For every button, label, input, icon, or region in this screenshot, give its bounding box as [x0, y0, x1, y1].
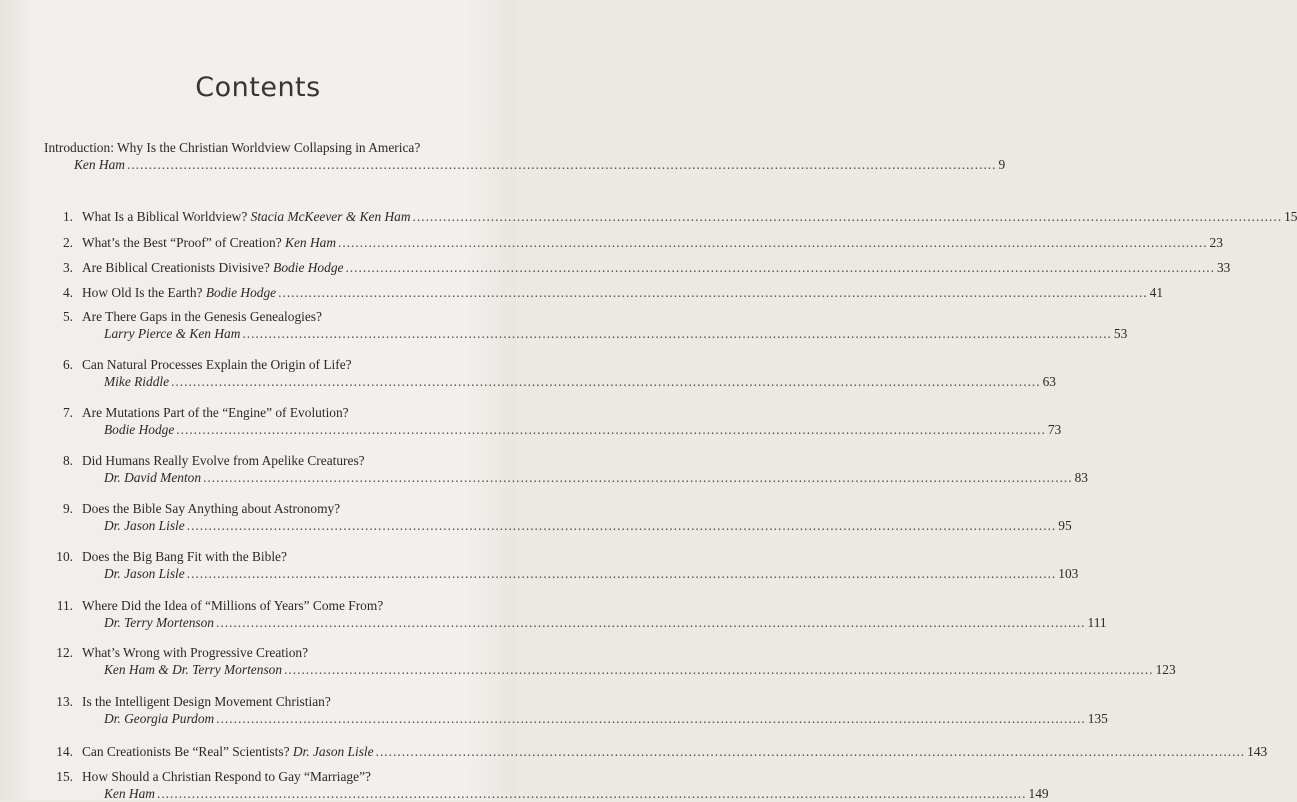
entry-number: 9. — [62, 501, 73, 516]
entry-leader-line — [82, 284, 1164, 301]
entry-title: How Should a Christian Respond to Gay “Marriage”? — [82, 769, 371, 784]
entry-author: Ken Ham — [285, 235, 337, 250]
entry-title: Introduction: Why Is the Christian Worldview Collapsing in America? — [44, 140, 421, 155]
dot-leader: ........................................................................................................................................................................................................ — [345, 260, 1215, 275]
entry-title: Can Natural Processes Explain the Origin of Life? — [82, 357, 352, 372]
entry-page-number: 149 — [1028, 786, 1049, 801]
entry-title: Does the Bible Say Anything about Astronomy? — [82, 501, 341, 516]
entry-leader-line — [82, 208, 1297, 225]
entry-leader-line — [104, 785, 1049, 802]
entry-author: Dr. Jason Lisle — [292, 744, 374, 759]
entry-page-number: 33 — [1216, 260, 1231, 275]
entry-heading — [82, 743, 374, 760]
dot-leader: ........................................................................................................................................................................................................ — [242, 326, 1112, 341]
entry-title: Are There Gaps in the Genesis Genealogies? — [82, 309, 322, 324]
entry-title: Are Biblical Creationists Divisive? — [82, 260, 270, 275]
entry-page-number: 41 — [1149, 285, 1164, 300]
entry-page-number: 123 — [1155, 662, 1176, 677]
entry-author: Dr. David Menton — [104, 470, 202, 485]
entry-number: 3. — [62, 260, 73, 275]
entry-leader-line — [82, 234, 1223, 251]
entry-author: Mike Riddle — [104, 374, 170, 389]
entry-leader-line — [104, 614, 1107, 631]
dot-leader: ........................................................................................................................................................................................................ — [126, 157, 997, 172]
entry-author: Larry Pierce & Ken Ham — [104, 326, 241, 341]
entry-number: 13. — [56, 694, 73, 709]
entry-leader-line — [104, 710, 1108, 727]
entry-number: 2. — [62, 235, 73, 250]
entry-author: Bodie Hodge — [273, 260, 344, 275]
entry-heading — [82, 259, 343, 276]
entry-author: Ken Ham & Dr. Terry Mortenson — [104, 662, 283, 677]
entry-title: Can Creationists Be “Real” Scientists? — [82, 744, 290, 759]
entry-title: Did Humans Really Evolve from Apelike Creatures? — [82, 453, 365, 468]
entry-leader-line — [104, 325, 1128, 342]
entry-page-number: 53 — [1113, 326, 1128, 341]
entry-heading — [82, 208, 411, 225]
entry-heading — [82, 234, 336, 251]
entry-page-number: 111 — [1087, 615, 1107, 630]
entry-page-number: 135 — [1087, 711, 1108, 726]
dot-leader: ........................................................................................................................................................................................................ — [156, 786, 1027, 801]
entry-number: 15. — [56, 769, 73, 784]
entry-page-number: 95 — [1058, 518, 1072, 533]
dot-leader: ........................................................................................................................................................................................................ — [186, 518, 1057, 533]
entry-number: 7. — [62, 405, 73, 420]
entry-title: How Old Is the Earth? — [82, 285, 203, 300]
dot-leader: ........................................................................................................................................................................................................ — [216, 711, 1086, 726]
dot-leader: ........................................................................................................................................................................................................ — [412, 209, 1283, 224]
entry-number: 8. — [62, 453, 73, 468]
dot-leader: ........................................................................................................................................................................................................ — [203, 470, 1073, 485]
dot-leader: ........................................................................................................................................................................................................ — [171, 374, 1041, 389]
dot-leader: ........................................................................................................................................................................................................ — [216, 615, 1086, 630]
entry-title: What Is a Biblical Worldview? — [82, 209, 248, 224]
entry-author: Ken Ham — [74, 157, 125, 172]
page-title: Contents — [195, 72, 321, 103]
entry-author: Bodie Hodge — [104, 422, 175, 437]
dot-leader: ........................................................................................................................................................................................................ — [186, 566, 1057, 581]
entry-number: 14. — [56, 744, 73, 759]
entry-number: 4. — [62, 285, 73, 300]
dot-leader: ........................................................................................................................................................................................................ — [338, 235, 1208, 250]
entry-leader-line — [74, 156, 1006, 173]
entry-heading — [82, 284, 276, 301]
entry-page-number: 63 — [1042, 374, 1056, 389]
entry-page-number: 23 — [1209, 235, 1223, 250]
entry-title: What’s Wrong with Progressive Creation? — [82, 645, 309, 660]
dot-leader: ........................................................................................................................................................................................................ — [176, 422, 1046, 437]
entry-author: Stacia McKeever & Ken Ham — [250, 209, 411, 224]
entry-number: 6. — [62, 357, 73, 372]
entry-author: Dr. Terry Mortenson — [104, 615, 214, 630]
entry-title: What’s the Best “Proof” of Creation? — [82, 235, 282, 250]
entry-page-number: 9 — [998, 157, 1006, 172]
dot-leader: ........................................................................................................................................................................................................ — [375, 744, 1246, 759]
entry-leader-line — [104, 421, 1062, 438]
entry-leader-line — [104, 373, 1056, 390]
entry-leader-line — [104, 565, 1079, 582]
entry-title: Where Did the Idea of “Millions of Years” Come From? — [82, 598, 384, 613]
entry-number: 5. — [62, 309, 73, 324]
dot-leader: ........................................................................................................................................................................................................ — [278, 285, 1148, 300]
entry-number: 1. — [62, 209, 73, 224]
entry-leader-line — [104, 517, 1072, 534]
entry-title: Does the Big Bang Fit with the Bible? — [82, 549, 287, 564]
entry-author: Dr. Jason Lisle — [104, 566, 185, 581]
entry-author: Ken Ham — [104, 786, 155, 801]
entry-leader-line — [104, 469, 1088, 486]
entry-title: Is the Intelligent Design Movement Christian? — [82, 694, 331, 709]
entry-page-number: 103 — [1058, 566, 1079, 581]
entry-author: Bodie Hodge — [205, 285, 277, 300]
entry-author: Dr. Georgia Purdom — [104, 711, 215, 726]
entry-leader-line — [104, 661, 1176, 678]
dot-leader: ........................................................................................................................................................................................................ — [284, 662, 1154, 677]
entry-leader-line — [82, 259, 1231, 276]
entry-page-number: 83 — [1074, 470, 1088, 485]
entry-page-number: 15 — [1284, 209, 1297, 224]
entry-author: Dr. Jason Lisle — [104, 518, 185, 533]
entry-page-number: 73 — [1047, 422, 1062, 437]
entry-number: 12. — [56, 645, 73, 660]
entry-page-number: 143 — [1247, 744, 1268, 759]
entry-number: 11. — [56, 598, 73, 613]
entry-leader-line — [82, 743, 1268, 760]
entry-number: 10. — [56, 549, 73, 564]
entry-title: Are Mutations Part of the “Engine” of Evolution? — [82, 405, 349, 420]
